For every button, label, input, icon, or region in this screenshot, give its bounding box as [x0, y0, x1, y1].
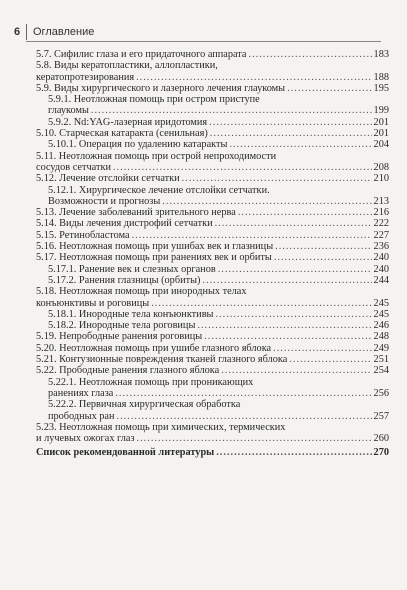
toc-entry	[36, 343, 389, 354]
toc-entry-text: 5.9.1. Неотложная помощь при остром приступе	[48, 94, 260, 106]
dot-leader	[238, 207, 372, 218]
toc-entry	[36, 241, 389, 252]
header-rule	[26, 41, 381, 42]
dot-leader	[229, 139, 371, 150]
toc-entry-text: 5.19. Непрободные ранения роговицы	[36, 331, 203, 343]
toc-page-number: 227	[373, 229, 389, 241]
toc-entry-text: 5.10. Старческая катаракта (сенильная)	[36, 128, 208, 140]
toc-entry-text: 5.22.2. Первичная хирургическая обработка	[48, 399, 241, 411]
dot-leader	[289, 354, 371, 365]
table-of-contents	[36, 49, 389, 459]
toc-entry	[36, 286, 389, 309]
toc-entry-text: 5.21. Контузионные повреждения тканей глазного яблока	[36, 354, 288, 366]
toc-page-number: 201	[373, 116, 389, 128]
toc-entry	[36, 128, 389, 139]
toc-page-number: 183	[373, 49, 389, 60]
toc-page-number: 256	[373, 387, 389, 399]
toc-entry	[36, 218, 389, 229]
toc-entry-text: 5.18.2. Инородные тела роговицы	[48, 320, 196, 332]
toc-page-number: 257	[373, 410, 389, 422]
header-title: Оглавление	[33, 26, 95, 38]
toc-entry	[36, 320, 389, 331]
dot-leader	[249, 49, 372, 60]
toc-page-number: 210	[373, 173, 389, 185]
toc-page-number: 260	[373, 433, 389, 445]
toc-entry	[36, 422, 389, 445]
toc-entry-text: 5.15. Ретинобластома	[36, 229, 130, 241]
toc-page-number: 216	[373, 207, 389, 219]
dot-leader	[204, 331, 371, 342]
dot-leader	[218, 264, 372, 275]
toc-entry	[36, 83, 389, 94]
header-divider	[26, 24, 27, 40]
dot-leader	[197, 320, 371, 331]
toc-entry-text: 5.17.2. Ранения глазницы (орбиты)	[48, 274, 201, 286]
toc-entry	[36, 365, 389, 376]
toc-page-number: 244	[373, 274, 389, 286]
toc-entry	[36, 60, 389, 83]
toc-page-number: 201	[373, 128, 389, 140]
toc-entry	[36, 207, 389, 218]
toc-entry-text: 5.10.1. Операция по удалению катаракты	[48, 139, 228, 151]
toc-page-number: 246	[373, 320, 389, 332]
toc-page-number: 188	[373, 71, 389, 83]
toc-entry-text: 5.20. Неотложная помощь при ушибе глазного яблока	[36, 342, 272, 354]
toc-entry-text: сосудов сетчатки	[36, 161, 111, 173]
toc-page-number: 240	[373, 252, 389, 264]
dot-leader	[91, 105, 372, 116]
dot-leader	[151, 298, 371, 309]
toc-page-number: 240	[373, 263, 389, 275]
toc-entry	[36, 173, 389, 184]
toc-page-number: 222	[373, 218, 389, 230]
toc-entry	[36, 399, 389, 422]
toc-entry	[36, 447, 389, 458]
toc-entry-text: глаукомы	[48, 105, 89, 117]
toc-page-number: 213	[373, 195, 389, 207]
toc-page-number: 248	[373, 331, 389, 343]
toc-entry-text: 5.16. Неотложная помощь при ушибах век и глазницы	[36, 241, 274, 253]
toc-entry	[36, 331, 389, 342]
dot-leader	[202, 275, 371, 286]
dot-leader	[209, 117, 371, 128]
toc-entry-text: 5.9.2. Nd:YAG-лазерная иридотомия	[48, 116, 208, 128]
toc-entry-text: 5.22. Прободные ранения глазного яблока	[36, 365, 220, 377]
toc-entry-text: и лучевых ожогах глаз	[36, 433, 135, 445]
toc-entry-text: Список рекомендованной литературы	[36, 447, 215, 459]
dot-leader	[113, 162, 372, 173]
toc-entry-text: 5.8. Виды кератопластики, аллопластики,	[36, 60, 218, 72]
dot-leader	[287, 83, 371, 94]
toc-entry	[36, 354, 389, 365]
toc-entry-text: 5.12. Лечение отслойки сетчатки	[36, 173, 180, 185]
toc-entry-text: Возможности и прогнозы	[48, 195, 161, 207]
toc-entry	[36, 185, 389, 208]
dot-leader	[274, 252, 372, 263]
toc-page-number: 251	[373, 354, 389, 366]
toc-entry-text: 5.18.1. Инородные тела конъюнктивы	[48, 308, 214, 320]
dot-leader	[136, 72, 371, 83]
toc-entry-text: 5.9. Виды хирургического и лазерного лечения глаукомы	[36, 82, 286, 94]
toc-entry-text: кератопротезирования	[36, 71, 135, 83]
toc-entry-text: 5.18. Неотложная помощь при инородных телах	[36, 286, 247, 298]
toc-page-number: 245	[373, 308, 389, 320]
dot-leader	[137, 433, 372, 444]
toc-entry-text: 5.17. Неотложная помощь при ранениях век и орбиты	[36, 252, 272, 264]
running-header	[0, 26, 407, 42]
dot-leader	[182, 173, 372, 184]
toc-entry-text: 5.13. Лечение заболеваний зрительного нерва	[36, 207, 236, 219]
dot-leader	[117, 411, 372, 422]
toc-entry-text: 5.7. Сифилис глаза и его придаточного аппарата	[36, 49, 247, 60]
toc-page-number: 249	[373, 342, 389, 354]
toc-entry-text: 5.11. Неотложная помощь при острой непроходимости	[36, 150, 277, 162]
toc-entry	[36, 49, 389, 60]
dot-leader	[132, 230, 372, 241]
toc-entry-text: конъюнктивы и роговицы	[36, 297, 150, 309]
dot-leader	[216, 447, 371, 458]
dot-leader	[273, 343, 371, 354]
dot-leader	[115, 388, 371, 399]
toc-entry-text: 5.17.1. Ранение век и слезных органов	[48, 263, 216, 275]
toc-page-number: 195	[373, 82, 389, 94]
toc-entry	[36, 264, 389, 275]
toc-entry	[36, 139, 389, 150]
toc-entry	[36, 151, 389, 174]
toc-entry-text: 5.14. Виды лечения дистрофий сетчатки	[36, 218, 213, 230]
toc-entry	[36, 377, 389, 400]
toc-entry-text: 5.23. Неотложная помощь при химических, термических	[36, 421, 286, 433]
dot-leader	[162, 196, 371, 207]
dot-leader	[215, 309, 371, 320]
toc-entry	[36, 309, 389, 320]
toc-entry-text: 5.12.1. Хирургическое лечение отслойки сетчатки.	[48, 184, 270, 196]
toc-entry	[36, 252, 389, 263]
toc-page-number: 254	[373, 365, 389, 377]
toc-page-number: 270	[373, 447, 389, 459]
toc-entry-text: 5.22.1. Неотложная помощь при проникающих	[48, 376, 254, 388]
toc-page-number: 204	[373, 139, 389, 151]
toc-entry-text: ранениях глаза	[48, 387, 114, 399]
toc-entry	[36, 275, 389, 286]
dot-leader	[275, 241, 371, 252]
page-number: 6	[14, 26, 21, 38]
toc-entry	[36, 117, 389, 128]
toc-entry	[36, 94, 389, 117]
toc-entry	[36, 230, 389, 241]
toc-page-number: 208	[373, 161, 389, 173]
toc-entry-text: прободных ран	[48, 410, 115, 422]
toc-page-number: 245	[373, 297, 389, 309]
dot-leader	[215, 218, 372, 229]
dot-leader	[210, 128, 372, 139]
toc-page-number: 236	[373, 241, 389, 253]
dot-leader	[221, 365, 371, 376]
toc-page-number: 199	[373, 105, 389, 117]
